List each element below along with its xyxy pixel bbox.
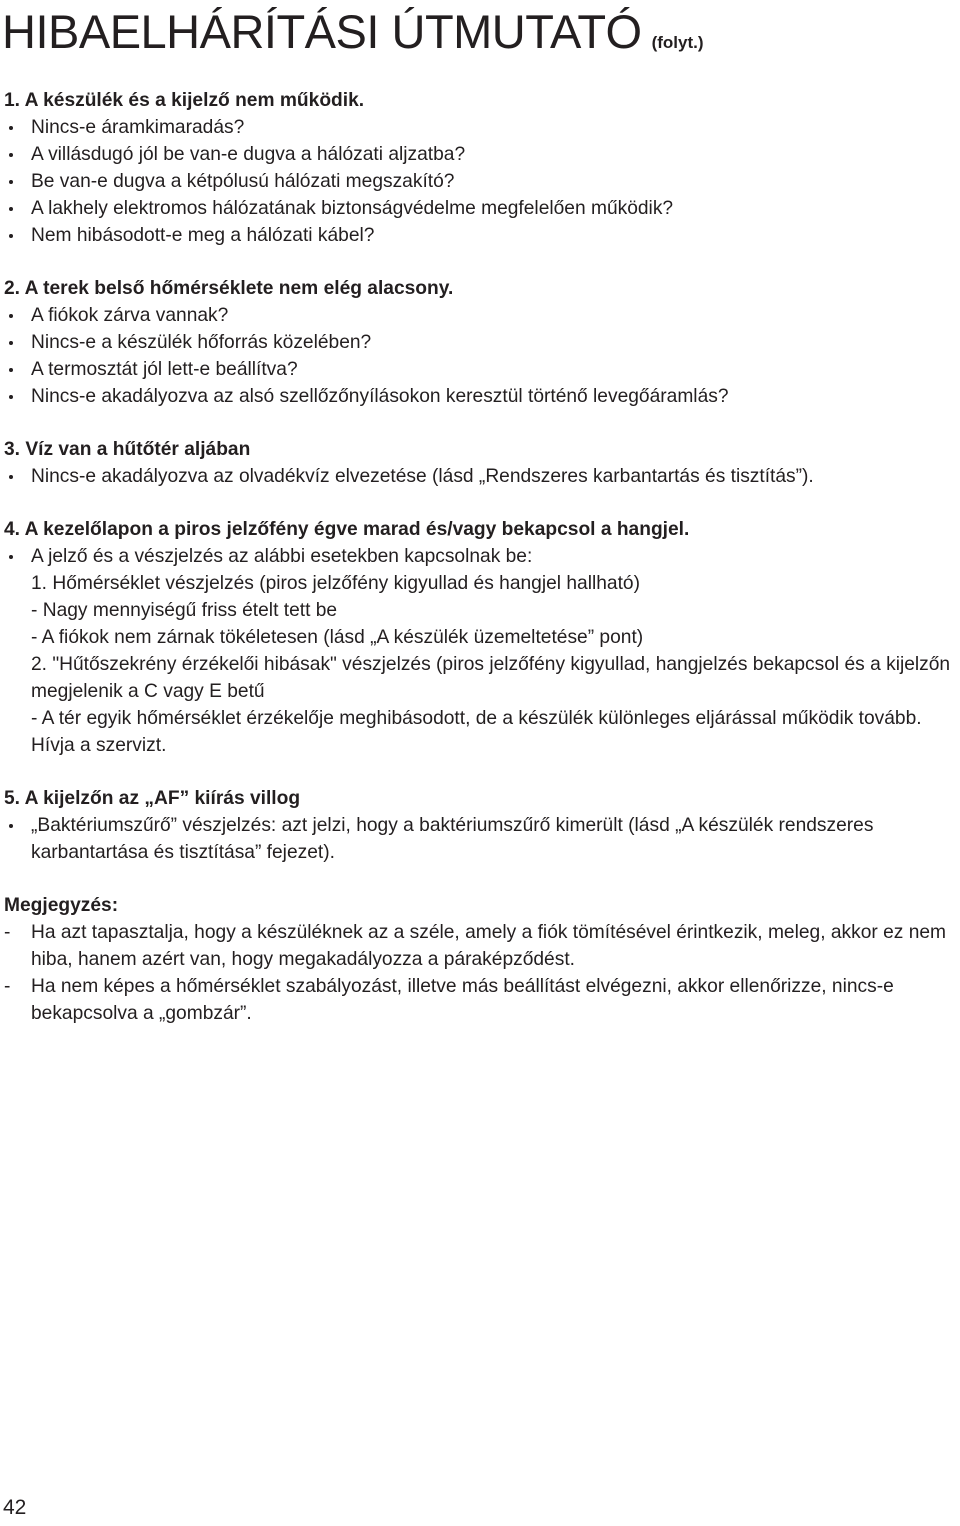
note-item-text: Ha azt tapasztalja, hogy a készüléknek az a széle, amely a fiók tömítésével érintkezik, meleg, akkor ez nem hiba, hanem azért van, hogy megakadályozza a páraképződést. bbox=[31, 922, 947, 970]
sub-line-text: 2. "Hűtőszekrény érzékelői hibásak" vészjelzés (piros jelzőfény kigyullad, hangjelzés bekapcsol és a kijelzőn megjelenik a C vagy E betű bbox=[31, 654, 951, 702]
list-item-text: A termosztát jól lett-e beállítva? bbox=[31, 359, 298, 380]
list-item bbox=[4, 141, 958, 168]
section-1 bbox=[4, 87, 958, 249]
list-item-text: Be van-e dugva a kétpólusú hálózati megszakító? bbox=[31, 171, 455, 192]
note-item bbox=[4, 919, 958, 973]
list-item-text: Nincs-e akadályozva az olvadékvíz elvezetése (lásd „Rendszeres karbantartás és tisztítás”). bbox=[31, 466, 814, 487]
sub-line bbox=[4, 705, 958, 759]
section-3 bbox=[4, 436, 958, 490]
sub-line bbox=[4, 597, 958, 624]
section-heading: 3. Víz van a hűtőtér aljában bbox=[4, 439, 251, 460]
list-item-text: A lakhely elektromos hálózatának biztonságvédelme megfelelően működik? bbox=[31, 198, 674, 219]
note-section bbox=[4, 892, 958, 1027]
title-text: HIBAELHÁRÍTÁSI ÚTMUTATÓ bbox=[2, 5, 642, 58]
note-heading: Megjegyzés: bbox=[4, 895, 119, 916]
list-item bbox=[4, 463, 958, 490]
troubleshooting-content bbox=[4, 87, 958, 1027]
list-item bbox=[4, 356, 958, 383]
dash-marker: - bbox=[4, 976, 11, 997]
sub-line-text: - A fiókok nem zárnak tökéletesen (lásd „A készülék üzemeltetése” pont) bbox=[31, 627, 644, 648]
list-item bbox=[4, 329, 958, 356]
note-item bbox=[4, 973, 958, 1027]
sub-line-text: - A tér egyik hőmérséklet érzékelője meghibásodott, de a készülék különleges eljárással működik tovább. Hívja a szervizt. bbox=[31, 708, 922, 756]
list-item bbox=[4, 812, 958, 866]
dash-marker: - bbox=[4, 922, 11, 943]
list-item-text: Nincs-e akadályozva az alsó szellőzőnyílásokon keresztül történő levegőáramlás? bbox=[31, 386, 729, 407]
section-heading: 2. A terek belső hőmérséklete nem elég alacsony. bbox=[4, 278, 454, 299]
list-item-text: Nincs-e a készülék hőforrás közelében? bbox=[31, 332, 372, 353]
list-item bbox=[4, 543, 958, 570]
sub-line bbox=[4, 624, 958, 651]
note-item-text: Ha nem képes a hőmérséklet szabályozást, illetve más beállítást elvégezni, akkor ellenőrizze, nincs-e bekapcsolva a „gombzár”. bbox=[31, 976, 894, 1024]
list-item bbox=[4, 222, 958, 249]
list-item-text: A villásdugó jól be van-e dugva a hálózati aljzatba? bbox=[31, 144, 466, 165]
list-item-text: Nem hibásodott-e meg a hálózati kábel? bbox=[31, 225, 375, 246]
list-item bbox=[4, 195, 958, 222]
list-item bbox=[4, 114, 958, 141]
list-item-text: „Baktériumszűrő” vészjelzés: azt jelzi, hogy a baktériumszűrő kimerült (lásd „A készülék rendszeres karbantartása és tisztítása” fejezet). bbox=[31, 815, 874, 863]
section-4 bbox=[4, 516, 958, 759]
section-5 bbox=[4, 785, 958, 866]
page-title bbox=[2, 4, 704, 59]
title-continued: (folyt.) bbox=[651, 33, 704, 52]
list-item-text: A jelző és a vészjelzés az alábbi esetekben kapcsolnak be: bbox=[31, 546, 533, 567]
sub-line bbox=[4, 651, 958, 705]
page-number: 42 bbox=[3, 1496, 27, 1519]
section-2 bbox=[4, 275, 958, 410]
section-heading: 1. A készülék és a kijelző nem működik. bbox=[4, 90, 365, 111]
list-item bbox=[4, 168, 958, 195]
sub-line-text: - Nagy mennyiségű friss ételt tett be bbox=[31, 600, 338, 621]
sub-line-text: 1. Hőmérséklet vészjelzés (piros jelzőfény kigyullad és hangjel hallható) bbox=[31, 573, 640, 594]
list-item bbox=[4, 302, 958, 329]
section-heading: 5. A kijelzőn az „AF” kiírás villog bbox=[4, 788, 301, 809]
sub-line bbox=[4, 570, 958, 597]
list-item-text: A fiókok zárva vannak? bbox=[31, 305, 229, 326]
section-heading: 4. A kezelőlapon a piros jelzőfény égve marad és/vagy bekapcsol a hangjel. bbox=[4, 519, 690, 540]
list-item-text: Nincs-e áramkimaradás? bbox=[31, 117, 245, 138]
list-item bbox=[4, 383, 958, 410]
